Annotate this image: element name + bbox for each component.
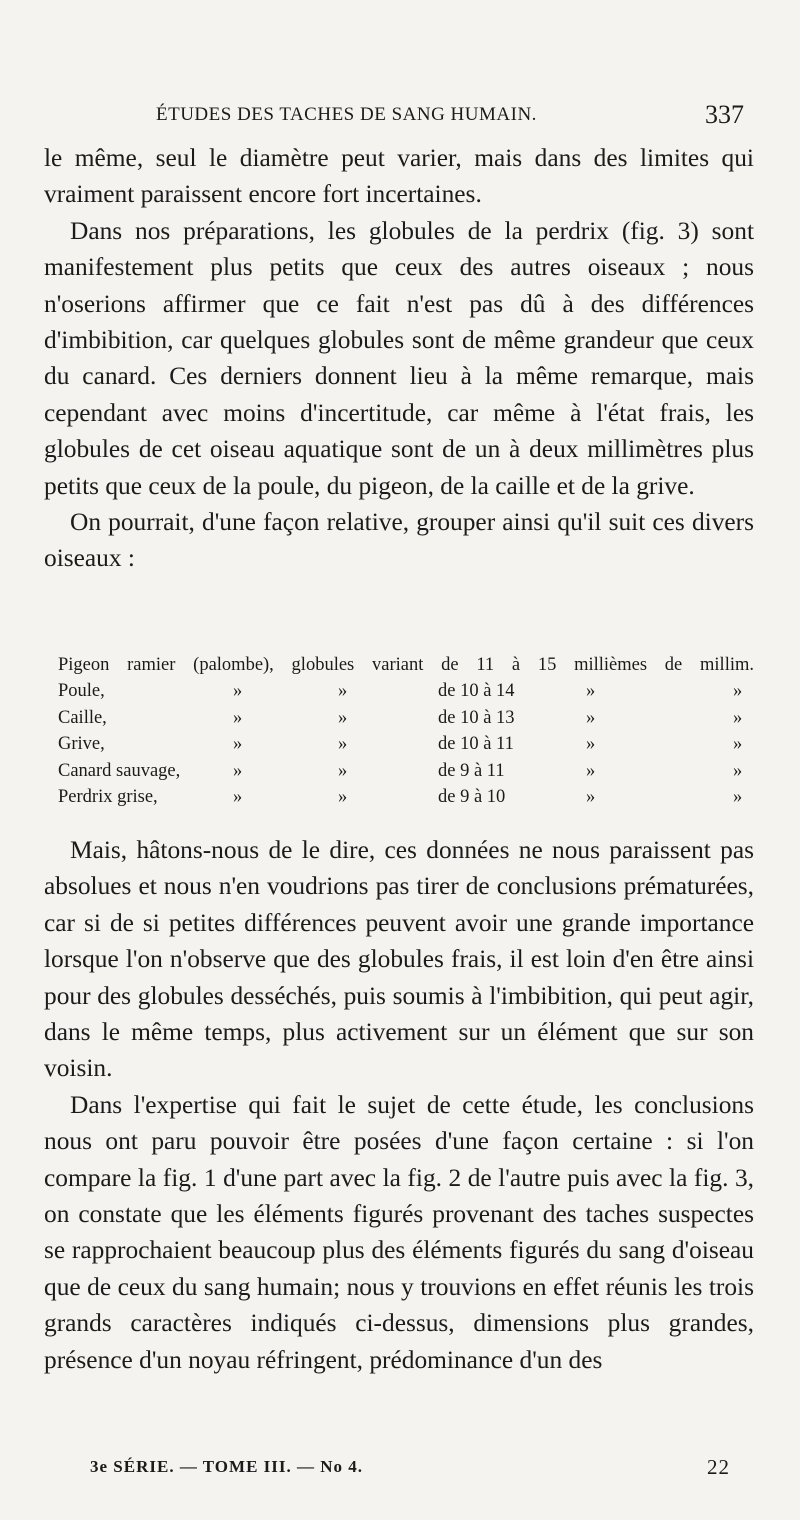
bird-name: Grive, [58,734,105,755]
table-header-line: Pigeon ramier (palombe), globules variant de 11 à 15 millièmes de millim. [58,655,754,675]
body-text-top [44,140,754,577]
globule-size-table [58,652,758,810]
footer-signature: 3e SÉRIE. — TOME III. — No 4. [90,1457,364,1476]
ditto-mark: » [338,760,348,781]
ditto-mark: » [586,707,596,728]
ditto-mark: » [733,734,743,755]
ditto-mark: » [586,734,596,755]
ditto-mark: » [233,786,243,807]
table-row [58,731,758,757]
bird-name: Perdrix grise, [58,786,158,807]
paragraph-perdrix: Dans nos préparations, les globules de la perdrix (fig. 3) sont manifestement plus petits que ceux des autres oiseaux ; nous n'oserions affirmer que ce fait n'est pas dû à des différences d'imbibition, car quelques globules sont de même grandeur que ceux du canard. Ces derniers donnent lieu à la même remarque, mais cependant avec moins d'incertitude, car même à l'état frais, les globules de cet oiseau aquatique sont de un à deux millimètres plus petits que ceux de la poule, du pigeon, de la caille et de la grive. [44,216,754,500]
ditto-mark: » [733,681,743,702]
ditto-mark: » [233,760,243,781]
page-footer [90,1455,730,1485]
ditto-mark: » [733,786,743,807]
table-row [58,678,758,704]
table-row [58,705,758,731]
table-row [58,784,758,810]
ditto-mark: » [586,786,596,807]
ditto-mark: » [338,681,348,702]
ditto-mark: » [233,681,243,702]
table-header-row [58,652,758,678]
ditto-mark: » [733,760,743,781]
body-text-bottom [44,832,754,1378]
ditto-mark: » [586,681,596,702]
bird-name: Poule, [58,681,105,702]
sheet-number: 22 [707,1455,730,1479]
ditto-mark: » [338,786,348,807]
paragraph-conclusions: Dans l'expertise qui fait le sujet de cette étude, les conclusions nous ont paru pouvoir être posées d'une façon certaine : si l'on compare la fig. 1 d'une part avec la fig. 2 de l'autre puis avec la fig. 3, on constate que les éléments figurés provenant des taches suspectes se rapprochaient beaucoup plus des éléments figurés du sang d'oiseau que de ceux du sang humain; nous y trouvions en effet réunis les trois grands caractères indiqués ci-dessus, dimensions plus grandes, présence d'un noyau réfringent, prédominance d'un des [44,1090,754,1374]
size-range: de 9 à 11 [438,760,505,781]
ditto-mark: » [338,707,348,728]
page-number: 337 [705,100,744,129]
table-row [58,758,758,784]
paragraph-grouping: On pourrait, d'une façon relative, grouper ainsi qu'il suit ces divers oiseaux : [44,508,754,573]
running-header [44,100,744,140]
size-range: de 10 à 11 [438,734,514,755]
bird-name: Canard sauvage, [58,760,181,781]
size-range: de 10 à 14 [438,681,515,702]
ditto-mark: » [233,734,243,755]
ditto-mark: » [233,707,243,728]
ditto-mark: » [586,760,596,781]
paragraph-continuation: le même, seul le diamètre peut varier, mais dans des limites qui vraiment paraissent encore fort incertaines. [44,144,754,209]
paragraph-caution: Mais, hâtons-nous de le dire, ces données ne nous paraissent pas absolues et nous n'en voudrions pas tirer de conclusions prématurées, car si de si petites différences peuvent avoir une grande importance lorsque l'on n'observe que des globules frais, il est loin d'en être ainsi pour des globules desséchés, puis soumis à l'imbibition, qui peut agir, dans le même temps, plus activement sur un élément que sur son voisin. [44,836,754,1083]
size-range: de 10 à 13 [438,707,515,728]
running-title: ÉTUDES DES TACHES DE SANG HUMAIN. [156,104,537,125]
bird-name: Caille, [58,707,107,728]
ditto-mark: » [733,707,743,728]
size-range: de 9 à 10 [438,786,506,807]
ditto-mark: » [338,734,348,755]
